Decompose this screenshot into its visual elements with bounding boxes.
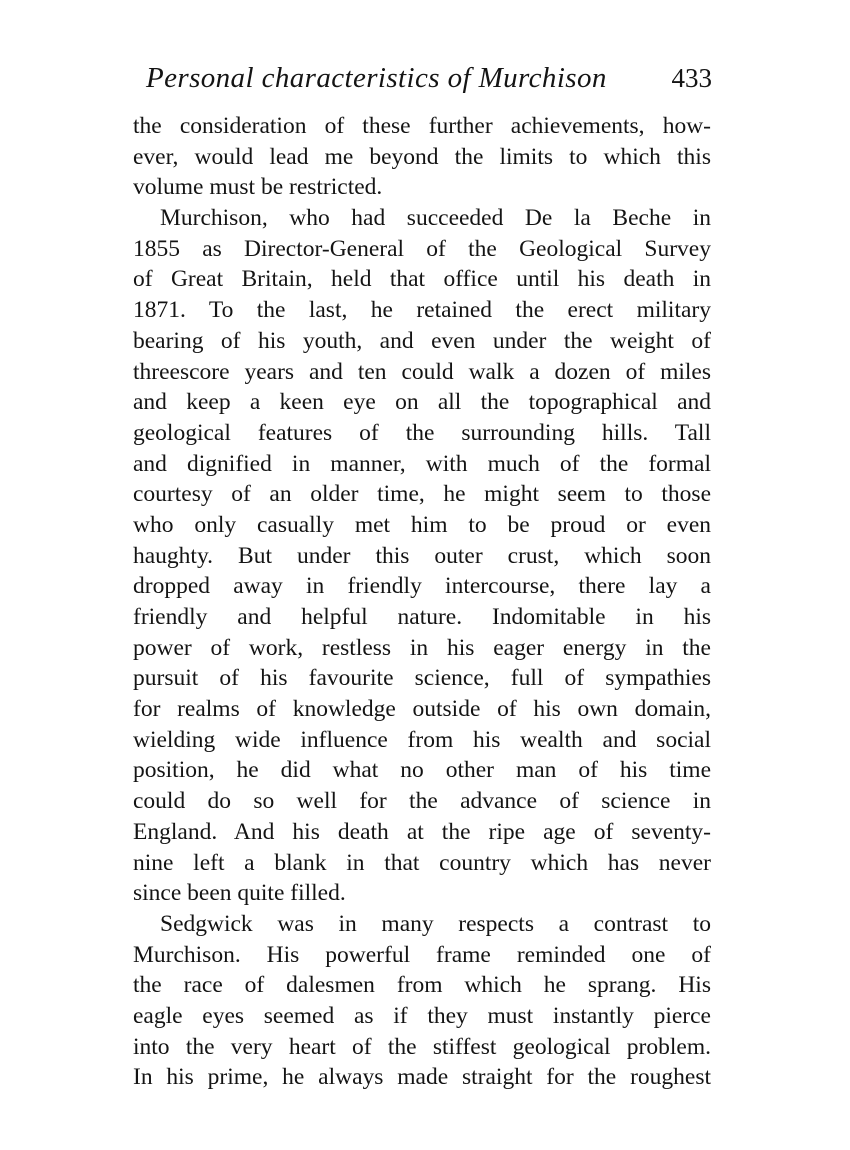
text-line: into the very heart of the stiffest geological problem. (133, 1033, 711, 1060)
paragraph (133, 203, 711, 909)
body-text (133, 111, 711, 1093)
text-line: In his prime, he always made straight for the roughest (133, 1064, 711, 1091)
text-line: threescore years and ten could walk a dozen of miles (133, 358, 711, 385)
paragraph (133, 909, 711, 1093)
text-line: since been quite filled. (133, 880, 346, 907)
text-line: 1855 as Director-General of the Geological Survey (133, 235, 711, 262)
paragraph (133, 111, 711, 203)
text-line: ever, would lead me beyond the limits to which this (133, 143, 711, 170)
text-line: and keep a keen eye on all the topographical and (133, 389, 711, 416)
text-line: eagle eyes seemed as if they must instantly pierce (133, 1002, 711, 1029)
running-head-title: Personal characteristics of Murchison (146, 62, 607, 94)
text-line: wielding wide influence from his wealth and social (133, 726, 711, 753)
text-line: the race of dalesmen from which he sprang. His (133, 972, 711, 999)
text-line: the consideration of these further achievements, how- (133, 113, 711, 139)
text-line: bearing of his youth, and even under the weight of (133, 327, 711, 354)
text-line: haughty. But under this outer crust, which soon (133, 542, 711, 569)
text-line: 1871. To the last, he retained the erect military (133, 297, 711, 324)
text-line: power of work, restless in his eager energy in the (133, 634, 711, 661)
text-line: Murchison. His powerful frame reminded one of (133, 941, 711, 968)
text-line: volume must be restricted. (133, 174, 383, 201)
text-line: England. And his death at the ripe age of seventy- (133, 818, 711, 845)
text-line: pursuit of his favourite science, full of sympathies (133, 665, 711, 692)
running-head (142, 58, 712, 98)
text-line: dropped away in friendly intercourse, there lay a (133, 573, 711, 600)
text-line: of Great Britain, held that office until his death in (133, 266, 711, 293)
page-number: 433 (671, 63, 712, 93)
text-line: could do so well for the advance of science in (133, 788, 711, 815)
text-line: Murchison, who had succeeded De la Beche in (160, 205, 711, 232)
text-line: geological features of the surrounding hills. Tall (133, 419, 711, 446)
text-line: position, he did what no other man of his time (133, 757, 711, 784)
text-line: and dignified in manner, with much of the formal (133, 450, 711, 477)
text-line: Sedgwick was in many respects a contrast to (160, 910, 711, 937)
text-line: nine left a blank in that country which has never (133, 849, 711, 876)
text-line: who only casually met him to be proud or even (133, 511, 711, 538)
text-line: for realms of knowledge outside of his own domain, (133, 696, 711, 723)
text-line: courtesy of an older time, he might seem to those (133, 481, 711, 508)
text-line: friendly and helpful nature. Indomitable in his (133, 604, 711, 630)
